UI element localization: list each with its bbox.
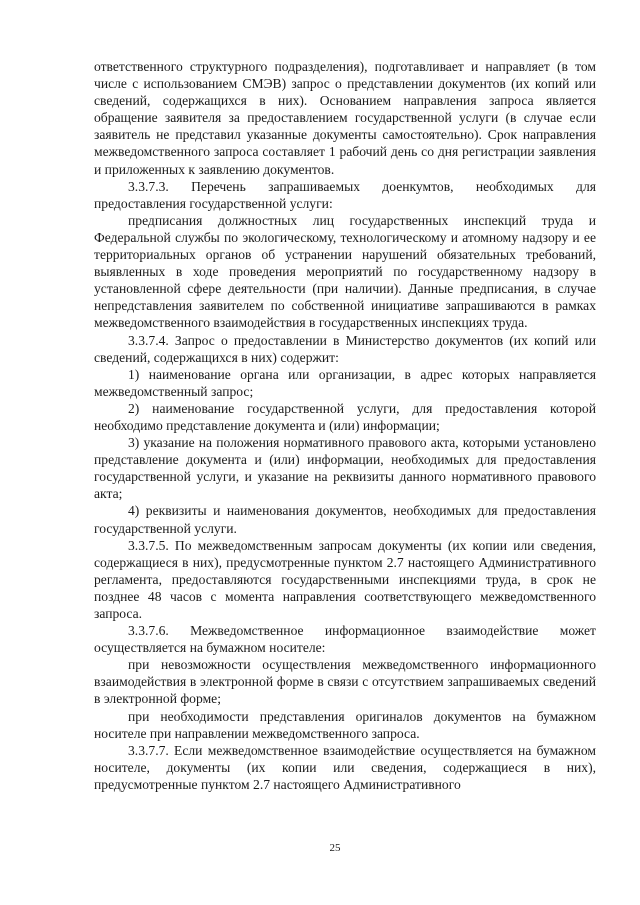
list-item-1: 1) наименование органа или организации, в адрес которых направляется межведомственный запрос; [94, 366, 596, 399]
list-item-3: 3) указание на положения нормативного правового акта, которыми установлено представление документа и (или) информации, необходимых для предоставления государственной услуги, и указание на реквизиты данного нормативного правового акта; [94, 435, 596, 502]
paragraph-3-3-7-6: 3.3.7.6. Межведомственное информационное взаимодействие может осуществляется на бумажном носителе: [94, 623, 596, 656]
page-number: 25 [329, 842, 341, 854]
paragraph-3-3-7-3: 3.3.7.3. Перечень запрашиваемых доенкумтов, необходимых для предоставления государственной услуги: [94, 178, 596, 211]
paragraph-condition-2: при необходимости представления оригиналов документов на бумажном носителе при направлении межведомственного запроса. [94, 708, 596, 741]
paragraph-continuation: ответственного структурного подразделения), подготавливает и направляет (в том числе с использованием СМЭВ) запрос о представлении документов (их копий или сведений, содержащихся в них). Основанием направления запроса является обращение заявителя за предоставлением государственной услуги (в случае если заявитель не представил указанные документы самостоятельно). Срок направления межведомственного запроса составляет 1 рабочий день со дня регистрации заявления и приложенных к заявлению документов. [94, 59, 596, 177]
paragraph-3-3-7-7: 3.3.7.7. Если межведомственное взаимодействие осуществляется на бумажном носителе, документы (их копии или сведения, содержащиеся в них), предусмотренные пунктом 2.7 настоящего Административного [94, 742, 596, 792]
list-item-4: 4) реквизиты и наименования документов, необходимых для предоставления государственной услуги. [94, 503, 596, 536]
paragraph-prescriptions: предписания должностных лиц государственных инспекций труда и Федеральной службы по экологическому, технологическому и атомному надзору и ее территориальных органов об устранении нарушений обязательных требований, выявленных в ходе проведения мероприятий по государственному надзору в установленной сфере деятельности (при наличии). Данные предписания, в случае непредставления заявителем по собственной инициативе запрашиваются в рамках межведомственного взаимодействия в государственных инспекциях труда. [94, 212, 596, 331]
paragraph-3-3-7-4: 3.3.7.4. Запрос о предоставлении в Министерство документов (их копий или сведений, содержащихся в них) содержит: [94, 332, 596, 365]
document-body [94, 58, 596, 793]
paragraph-3-3-7-5: 3.3.7.5. По межведомственным запросам документы (их копии или сведения, содержащиеся в них), предусмотренные пунктом 2.7 настоящего Административного регламента, предоставляются государственными инспекциями труда, в срок не позднее 48 часов с момента направления соответствующего межведомственного запроса. [94, 537, 596, 621]
list-item-2: 2) наименование государственной услуги, для предоставления которой необходимо представление документа и (или) информации; [94, 400, 596, 433]
paragraph-condition-1: при невозможности осуществления межведомственного информационного взаимодействия в электронной форме в связи с отсутствием запрашиваемых сведений в электронной форме; [94, 657, 596, 707]
